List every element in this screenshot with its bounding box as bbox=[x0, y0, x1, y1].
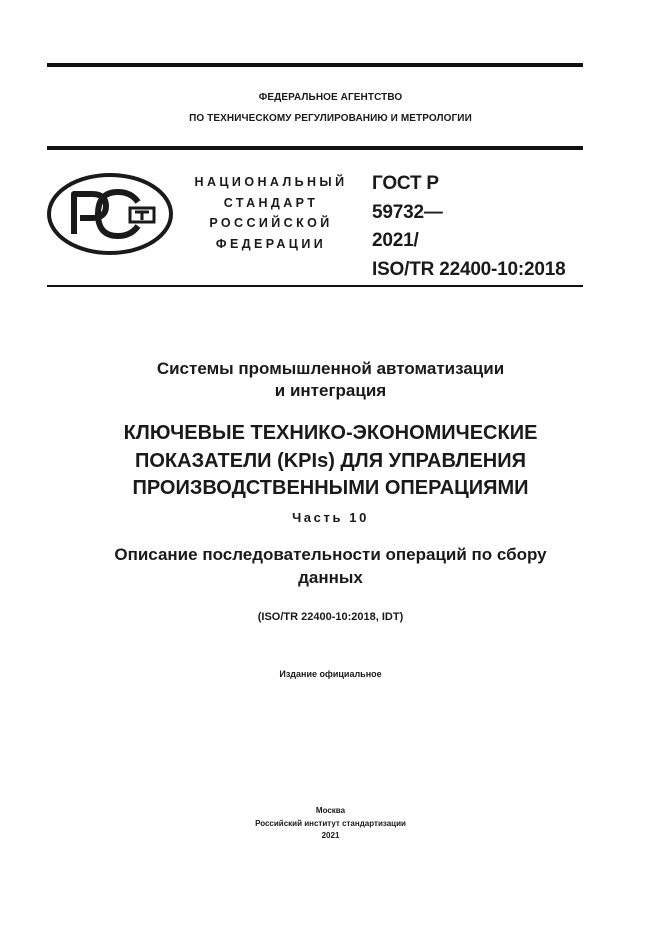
main-title-line-1: КЛЮЧЕВЫЕ ТЕХНИКО-ЭКОНОМИЧЕСКИЕ bbox=[123, 422, 538, 444]
designation-line-4: ISO/TR 22400-10:2018 bbox=[372, 258, 566, 280]
natstd-line-3: РОССИЙСКОЙ bbox=[209, 216, 333, 230]
national-standard-label bbox=[190, 172, 352, 254]
general-title-line-1: Системы промышленной автоматизации bbox=[156, 359, 505, 378]
general-title-line-2: и интеграция bbox=[274, 381, 387, 400]
designation-rule bbox=[47, 285, 583, 287]
general-title bbox=[0, 358, 661, 402]
natstd-line-4: ФЕДЕРАЦИИ bbox=[215, 236, 327, 251]
top-rule bbox=[47, 63, 583, 67]
main-title-line-3: ПРОИЗВОДСТВЕННЫМИ ОПЕРАЦИЯМИ bbox=[132, 477, 529, 499]
header-rule bbox=[47, 146, 583, 150]
main-title-line-2: ПОКАЗАТЕЛИ (KPIs) ДЛЯ УПРАВЛЕНИЯ bbox=[135, 449, 526, 472]
natstd-line-1: НАЦИОНАЛЬНЫЙ bbox=[194, 175, 348, 189]
part-title bbox=[0, 543, 661, 589]
iso-reference: (ISO/TR 22400-10:2018, IDT) bbox=[257, 611, 404, 623]
natstd-line-2: СТАНДАРТ bbox=[223, 195, 319, 210]
designation-line-2: 59732— bbox=[372, 201, 443, 223]
imprint bbox=[0, 805, 661, 843]
imprint-city: Москва bbox=[315, 806, 346, 815]
standard-designation bbox=[372, 170, 566, 284]
agency-line-2: ПО ТЕХНИЧЕСКОМУ РЕГУЛИРОВАНИЮ И МЕТРОЛОГИИ bbox=[189, 113, 472, 124]
part-title-line-1: Описание последовательности операций по сбору bbox=[114, 545, 547, 564]
designation-line-1: ГОСТ Р bbox=[372, 173, 439, 194]
imprint-publisher: Российский институт стандартизации bbox=[255, 818, 406, 828]
part-number: Часть 10 bbox=[292, 510, 369, 525]
edition-label: Издание официальное bbox=[279, 669, 382, 679]
main-title bbox=[0, 420, 661, 503]
agency-line-1: ФЕДЕРАЛЬНОЕ АГЕНТСТВО bbox=[258, 92, 403, 103]
imprint-year: 2021 bbox=[321, 831, 340, 840]
designation-line-3: 2021/ bbox=[372, 230, 419, 251]
rst-certification-mark-icon bbox=[46, 172, 174, 256]
part-title-line-2: данных bbox=[298, 568, 363, 587]
